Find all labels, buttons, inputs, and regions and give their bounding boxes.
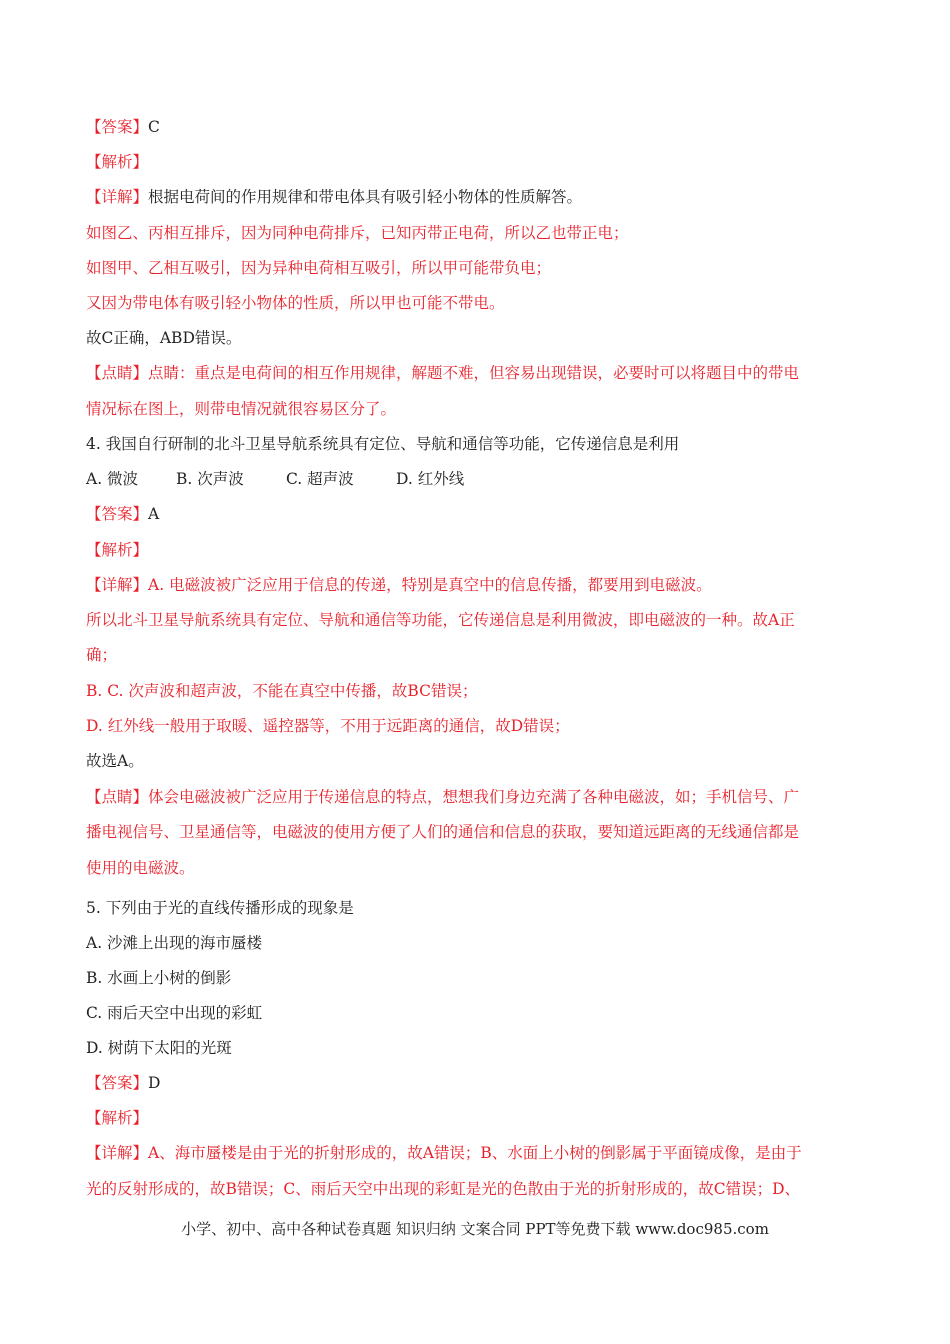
- q4-explanation-line: 确；: [86, 646, 118, 664]
- q4-answer-line: [86, 503, 159, 525]
- answer-tag: 【答案】: [86, 118, 149, 136]
- answer-tag: 【答案】: [86, 505, 149, 523]
- q3-detail-text: 根据电荷间的作用规律和带电体具有吸引轻小物体的性质解答。: [148, 188, 583, 206]
- q3-explanation-line: 如图乙、丙相互排斥，因为同种电荷排斥，已知丙带正电荷，所以乙也带正电；: [86, 224, 629, 242]
- q3-comment-line: 情况标在图上，则带电情况就很容易区分了。: [86, 400, 397, 418]
- q5-analysis-line: [86, 1107, 148, 1129]
- q4-detail-line: [86, 574, 712, 596]
- q4-options: [86, 468, 464, 490]
- q5-detail-line: 光的反射形成的，故B错误；C、雨后天空中出现的彩虹是光的色散由于光的折射形成的，故C错误；D、: [86, 1180, 801, 1198]
- q5-stem: 5. 下列由于光的直线传播形成的现象是: [86, 899, 354, 917]
- q4-answer-value: A: [148, 505, 160, 523]
- q4-option-b: B. 次声波: [176, 470, 244, 488]
- q4-analysis-line: [86, 539, 148, 561]
- q5-option-b: B. 水画上小树的倒影: [86, 969, 232, 987]
- q5-option-a: A. 沙滩上出现的海市蜃楼: [86, 934, 263, 952]
- q3-explanation-line: 如图甲、乙相互吸引，因为异种电荷相互吸引，所以甲可能带负电；: [86, 259, 552, 277]
- q3-comment-text: 点睛：重点是电荷间的相互作用规律，解题不难，但容易出现错误，必要时可以将题目中的带电: [148, 364, 800, 382]
- answer-tag: 【答案】: [86, 1074, 149, 1092]
- analysis-tag: 【解析】: [86, 541, 149, 559]
- q3-explanation-line: 又因为带电体有吸引轻小物体的性质，所以甲也可能不带电。: [86, 294, 505, 312]
- q5-option-c: C. 雨后天空中出现的彩虹: [86, 1004, 263, 1022]
- q5-answer-value: D: [148, 1074, 161, 1092]
- q4-comment-text: 体会电磁波被广泛应用于传递信息的特点，想想我们身边充满了各种电磁波，如；手机信号、广: [148, 788, 800, 806]
- q3-conclusion-line: 故C正确，ABD错误。: [86, 329, 242, 347]
- detail-tag: 【详解】: [86, 1144, 149, 1162]
- q4-comment-line: 播电视信号、卫星通信等，电磁波的使用方便了人们的通信和信息的获取，要知道远距离的无线通信都是: [86, 823, 800, 841]
- q4-option-d: D. 红外线: [396, 470, 465, 488]
- q4-detail-text: A. 电磁波被广泛应用于信息的传递，特别是真空中的信息传播，都要用到电磁波。: [148, 576, 712, 594]
- q5-detail-text: A、海市蜃楼是由于光的折射形成的，故A错误；B、水面上小树的倒影属于平面镜成像，是由于: [148, 1144, 802, 1162]
- q4-explanation-line: 所以北斗卫星导航系统具有定位、导航和通信等功能，它传递信息是利用微波，即电磁波的一种。故A正: [86, 611, 795, 629]
- page-footer: 小学、初中、高中各种试卷真题 知识归纳 文案合同 PPT等免费下载 www.doc985.com: [181, 1220, 769, 1238]
- q5-option-d: D. 树荫下太阳的光斑: [86, 1039, 232, 1057]
- q4-conclusion-line: 故选A。: [86, 752, 144, 770]
- q4-option-a: A. 微波: [86, 470, 139, 488]
- detail-tag: 【详解】: [86, 188, 149, 206]
- q4-option-c: C. 超声波: [286, 470, 354, 488]
- analysis-tag: 【解析】: [86, 153, 149, 171]
- q4-comment-line: [86, 786, 799, 808]
- q5-detail-line: [86, 1142, 802, 1164]
- q4-explanation-line: B. C. 次声波和超声波，不能在真空中传播，故BC错误；: [86, 682, 478, 700]
- comment-tag: 【点睛】: [86, 364, 149, 382]
- analysis-tag: 【解析】: [86, 1109, 149, 1127]
- q3-answer-value: C: [148, 118, 160, 136]
- q3-answer-line: [86, 116, 160, 138]
- q4-comment-line: 使用的电磁波。: [86, 859, 195, 877]
- comment-tag: 【点睛】: [86, 788, 149, 806]
- q3-analysis-line: [86, 151, 148, 173]
- q3-detail-line: [86, 186, 582, 208]
- q4-stem: 4. 我国自行研制的北斗卫星导航系统具有定位、导航和通信等功能，它传递信息是利用: [86, 435, 680, 453]
- detail-tag: 【详解】: [86, 576, 149, 594]
- q3-comment-line: [86, 362, 799, 384]
- q4-explanation-line: D. 红外线一般用于取暖、遥控器等，不用于远距离的通信，故D错误；: [86, 717, 570, 735]
- q5-answer-line: [86, 1072, 160, 1094]
